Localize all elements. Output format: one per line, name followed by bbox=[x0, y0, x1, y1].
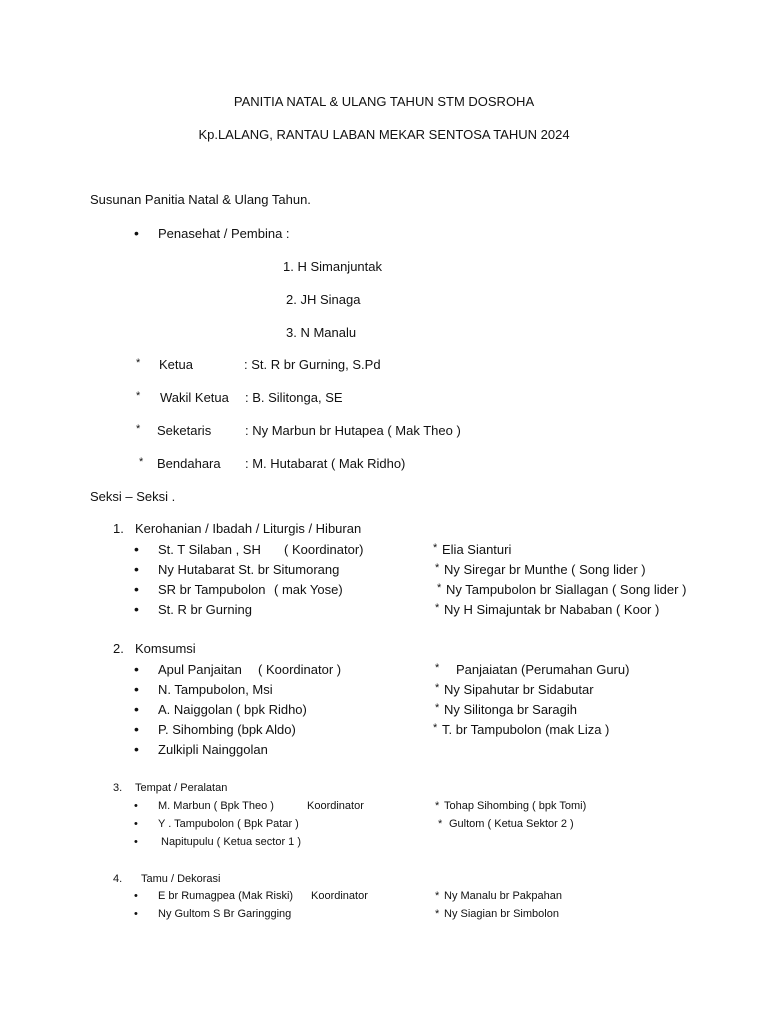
officer-role: Bendahara bbox=[157, 456, 221, 471]
member-note: ( Koordinator ) bbox=[258, 662, 342, 677]
member-name: Ny Siagian br Simbolon bbox=[444, 908, 559, 920]
penasehat-member: 3. N Manalu bbox=[286, 325, 357, 340]
section-title: Tempat / Peralatan bbox=[135, 782, 228, 794]
section-number: 2. bbox=[113, 641, 124, 656]
star-icon: * bbox=[433, 542, 438, 554]
member-name: Napitupulu ( Ketua sector 1 ) bbox=[161, 836, 302, 848]
member-name: Ny Hutabarat St. br Situmorang bbox=[158, 562, 340, 577]
member-name: Y . Tampubolon ( Bpk Patar ) bbox=[158, 818, 299, 830]
penasehat-member: 2. JH Sinaga bbox=[286, 292, 361, 307]
star-icon: * bbox=[435, 890, 440, 902]
star-icon: * bbox=[139, 456, 144, 468]
bullet-icon: • bbox=[134, 661, 139, 677]
intro-text: Susunan Panitia Natal & Ulang Tahun. bbox=[90, 192, 311, 207]
member-name: M. Marbun ( Bpk Theo ) bbox=[158, 800, 274, 812]
bullet-icon: • bbox=[134, 836, 138, 848]
officer-role: Ketua bbox=[159, 357, 193, 372]
member-name: Ny H Simajuntak br Nababan ( Koor ) bbox=[444, 602, 660, 617]
member-name: A. Naiggolan ( bpk Ridho) bbox=[158, 702, 307, 717]
member-name: Zulkipli Nainggolan bbox=[158, 742, 268, 757]
section-number: 1. bbox=[113, 521, 124, 536]
document-title: PANITIA NATAL & ULANG TAHUN STM DOSROHA bbox=[233, 94, 535, 109]
bullet-icon: • bbox=[134, 561, 139, 577]
officer-name: : Ny Marbun br Hutapea ( Mak Theo ) bbox=[245, 423, 461, 438]
section-title: Komsumsi bbox=[135, 641, 196, 656]
officer-name: : M. Hutabarat ( Mak Ridho) bbox=[245, 456, 406, 471]
member-note: ( Koordinator) bbox=[284, 542, 364, 557]
member-name: Panjaiatan (Perumahan Guru) bbox=[456, 662, 630, 677]
member-name: Ny Tampubolon br Siallagan ( Song lider ) bbox=[446, 582, 687, 597]
star-icon: * bbox=[136, 357, 141, 369]
bullet-icon: • bbox=[134, 225, 139, 241]
bullet-icon: • bbox=[134, 741, 139, 757]
member-name: Ny Gultom S Br Garingging bbox=[158, 908, 292, 920]
bullet-icon: • bbox=[134, 800, 138, 812]
member-name: Apul Panjaitan bbox=[158, 662, 242, 677]
bullet-icon: • bbox=[134, 601, 139, 617]
member-name: Ny Sipahutar br Sidabutar bbox=[444, 682, 594, 697]
officer-name: : St. R br Gurning, S.Pd bbox=[244, 357, 381, 372]
star-icon: * bbox=[136, 390, 141, 402]
star-icon: * bbox=[435, 562, 440, 574]
star-icon: * bbox=[435, 800, 440, 812]
bullet-icon: • bbox=[134, 581, 139, 597]
bullet-icon: • bbox=[134, 908, 138, 920]
member-name: Ny Silitonga br Saragih bbox=[444, 702, 577, 717]
bullet-icon: • bbox=[134, 701, 139, 717]
star-icon: * bbox=[136, 423, 141, 435]
officer-name: : B. Silitonga, SE bbox=[245, 390, 343, 405]
star-icon: * bbox=[438, 818, 443, 830]
member-name: Ny Manalu br Pakpahan bbox=[444, 890, 563, 902]
star-icon: * bbox=[435, 682, 440, 694]
bullet-icon: • bbox=[134, 890, 138, 902]
member-name: Ny Siregar br Munthe ( Song lider ) bbox=[444, 562, 646, 577]
member-name: N. Tampubolon, Msi bbox=[158, 682, 273, 697]
star-icon: * bbox=[435, 702, 440, 714]
star-icon: * bbox=[433, 722, 438, 734]
section-number: 4. bbox=[113, 873, 123, 885]
star-icon: * bbox=[435, 662, 440, 674]
section-title: Tamu / Dekorasi bbox=[141, 873, 221, 885]
officer-role: Seketaris bbox=[157, 423, 212, 438]
star-icon: * bbox=[437, 582, 442, 594]
member-name: Tohap Sihombing ( bpk Tomi) bbox=[444, 800, 587, 812]
member-name: P. Sihombing (bpk Aldo) bbox=[158, 722, 296, 737]
bullet-icon: • bbox=[134, 818, 138, 830]
member-note: Koordinator bbox=[307, 800, 364, 812]
member-name: SR br Tampubolon bbox=[158, 582, 266, 597]
member-note: Koordinator bbox=[311, 890, 368, 902]
bullet-icon: • bbox=[134, 681, 139, 697]
penasehat-label: Penasehat / Pembina : bbox=[158, 226, 290, 241]
star-icon: * bbox=[435, 908, 440, 920]
member-name: Gultom ( Ketua Sektor 2 ) bbox=[449, 818, 574, 830]
penasehat-member: 1. H Simanjuntak bbox=[283, 259, 382, 274]
member-name: T. br Tampubolon (mak Liza ) bbox=[442, 722, 610, 737]
star-icon: * bbox=[435, 602, 440, 614]
member-note: ( mak Yose) bbox=[274, 582, 343, 597]
member-name: E br Rumagpea (Mak Riski) bbox=[158, 890, 294, 902]
member-name: St. T Silaban , SH bbox=[158, 542, 261, 557]
member-name: St. R br Gurning bbox=[158, 602, 252, 617]
section-title: Kerohanian / Ibadah / Liturgis / Hiburan bbox=[135, 521, 362, 536]
officer-role: Wakil Ketua bbox=[160, 390, 229, 405]
bullet-icon: • bbox=[134, 541, 139, 557]
member-name: Elia Sianturi bbox=[442, 542, 512, 557]
document-subtitle: Kp.LALANG, RANTAU LABAN MEKAR SENTOSA TAHUN 2024 bbox=[198, 127, 570, 142]
bullet-icon: • bbox=[134, 721, 139, 737]
section-number: 3. bbox=[113, 782, 123, 794]
seksi-heading: Seksi – Seksi . bbox=[90, 489, 176, 504]
